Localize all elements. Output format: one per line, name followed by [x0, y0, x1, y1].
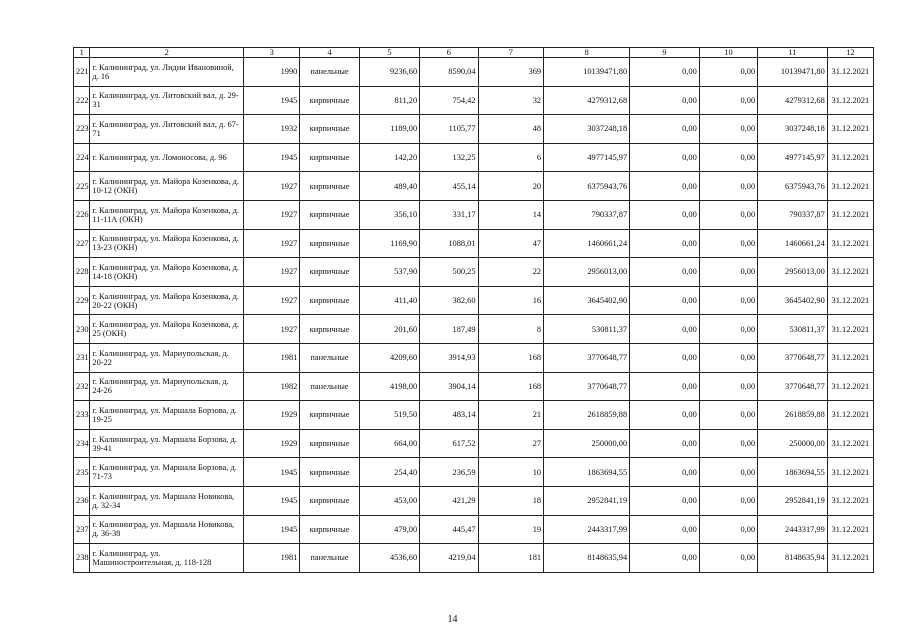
table-cell: 10139471,80: [758, 58, 828, 87]
table-cell: 31.12.2021: [827, 401, 873, 430]
table-cell: 31.12.2021: [827, 86, 873, 115]
table-cell: кирпичные: [300, 258, 359, 287]
table-cell: 0,00: [699, 86, 757, 115]
table-cell: 10139471,80: [544, 58, 630, 87]
table-cell: 1929: [244, 401, 300, 430]
table-cell: кирпичные: [300, 172, 359, 201]
table-cell: кирпичные: [300, 401, 359, 430]
address-cell: г. Калининград, ул. Маршала Новикова, д. 32-34: [90, 486, 244, 515]
address-cell: г. Калининград, ул. Мариупольская, д. 24-26: [90, 372, 244, 401]
column-header: 2: [90, 48, 244, 58]
document-sheet: [73, 47, 874, 573]
table-row: [74, 229, 874, 258]
table-cell: 754,42: [420, 86, 478, 115]
address-cell: г. Калининград, ул. Маршала Борзова, д. 39-41: [90, 429, 244, 458]
table-cell: 14: [478, 200, 544, 229]
table-cell: кирпичные: [300, 486, 359, 515]
table-cell: 0,00: [630, 372, 700, 401]
table-cell: 382,60: [420, 286, 478, 315]
table-cell: 1945: [244, 143, 300, 172]
table-cell: 1945: [244, 486, 300, 515]
table-cell: кирпичные: [300, 286, 359, 315]
table-row: [74, 429, 874, 458]
table-cell: 0,00: [699, 515, 757, 544]
table-cell: 3904,14: [420, 372, 478, 401]
table-cell: 221: [74, 58, 90, 87]
table-cell: 31.12.2021: [827, 544, 873, 573]
table-row: [74, 200, 874, 229]
table-cell: 4977145,97: [544, 143, 630, 172]
table-cell: 1945: [244, 515, 300, 544]
column-header: 9: [630, 48, 700, 58]
header-row: [74, 48, 874, 58]
table-cell: 331,17: [420, 200, 478, 229]
table-cell: 1105,77: [420, 115, 478, 144]
column-header: 4: [300, 48, 359, 58]
table-cell: 479,00: [359, 515, 419, 544]
address-cell: г. Калининград, ул. Лидии Ивановиной, д. 16: [90, 58, 244, 87]
address-cell: г. Калининград, ул. Литовский вал, д. 29-31: [90, 86, 244, 115]
table-cell: 31.12.2021: [827, 258, 873, 287]
table-cell: 483,14: [420, 401, 478, 430]
table-row: [74, 458, 874, 487]
table-cell: 236,59: [420, 458, 478, 487]
table-cell: 6375943,76: [758, 172, 828, 201]
table-cell: 0,00: [630, 544, 700, 573]
table-cell: 231: [74, 343, 90, 372]
table-cell: 4536,60: [359, 544, 419, 573]
table-cell: 1929: [244, 429, 300, 458]
table-cell: 222: [74, 86, 90, 115]
table-cell: 31.12.2021: [827, 58, 873, 87]
address-cell: г. Калининград, ул. Маршала Борзова, д. 71-73: [90, 458, 244, 487]
table-cell: 4279312,68: [758, 86, 828, 115]
table-cell: 48: [478, 115, 544, 144]
table-cell: 230: [74, 315, 90, 344]
table-cell: 8148635,94: [758, 544, 828, 573]
table-cell: 1169,90: [359, 229, 419, 258]
table-cell: панельные: [300, 343, 359, 372]
table-cell: 234: [74, 429, 90, 458]
table-cell: 1982: [244, 372, 300, 401]
table-cell: 1927: [244, 315, 300, 344]
table-cell: 1981: [244, 544, 300, 573]
column-header: 12: [827, 48, 873, 58]
table-cell: 0,00: [699, 401, 757, 430]
address-cell: г. Калининград, ул. Майора Козенкова, д. 11-11А (ОКН): [90, 200, 244, 229]
table-cell: 237: [74, 515, 90, 544]
table-row: [74, 86, 874, 115]
table-cell: 530811,37: [544, 315, 630, 344]
column-header: 10: [699, 48, 757, 58]
table-cell: 519,50: [359, 401, 419, 430]
table-cell: кирпичные: [300, 458, 359, 487]
column-header: 11: [758, 48, 828, 58]
table-cell: 1990: [244, 58, 300, 87]
table-cell: 31.12.2021: [827, 429, 873, 458]
table-cell: 0,00: [630, 258, 700, 287]
table-cell: панельные: [300, 544, 359, 573]
table-cell: 32: [478, 86, 544, 115]
table-cell: 0,00: [630, 486, 700, 515]
table-row: [74, 143, 874, 172]
table-cell: 1460661,24: [758, 229, 828, 258]
table-cell: 1088,01: [420, 229, 478, 258]
table-cell: 0,00: [630, 286, 700, 315]
table-cell: 254,40: [359, 458, 419, 487]
table-cell: кирпичные: [300, 115, 359, 144]
table-cell: 31.12.2021: [827, 315, 873, 344]
table-cell: 4209,60: [359, 343, 419, 372]
table-cell: 3037248,18: [758, 115, 828, 144]
table-cell: 1927: [244, 200, 300, 229]
table-cell: 226: [74, 200, 90, 229]
column-header: 6: [420, 48, 478, 58]
table-cell: 0,00: [630, 115, 700, 144]
table-cell: 2618859,88: [544, 401, 630, 430]
table-cell: 168: [478, 343, 544, 372]
table-cell: 20: [478, 172, 544, 201]
table-cell: 225: [74, 172, 90, 201]
table-cell: 411,40: [359, 286, 419, 315]
table-row: [74, 315, 874, 344]
table-cell: 31.12.2021: [827, 486, 873, 515]
table-cell: 2952841,19: [544, 486, 630, 515]
table-cell: 0,00: [630, 401, 700, 430]
table-cell: 0,00: [699, 315, 757, 344]
table-cell: 31.12.2021: [827, 372, 873, 401]
table-cell: кирпичные: [300, 515, 359, 544]
table-row: [74, 544, 874, 573]
table-row: [74, 258, 874, 287]
table-cell: 0,00: [630, 86, 700, 115]
table-cell: кирпичные: [300, 315, 359, 344]
address-cell: г. Калининград, ул. Майора Козенкова, д. 13-23 (ОКН): [90, 229, 244, 258]
table-cell: кирпичные: [300, 229, 359, 258]
address-cell: г. Калининград, ул. Маршала Борзова, д. 19-25: [90, 401, 244, 430]
table-cell: 9236,60: [359, 58, 419, 87]
table-cell: кирпичные: [300, 86, 359, 115]
table-cell: 250000,00: [758, 429, 828, 458]
address-cell: г. Калининград, ул. Маршала Новикова, д. 36-38: [90, 515, 244, 544]
table-cell: 2956013,00: [758, 258, 828, 287]
table-cell: 0,00: [699, 115, 757, 144]
table-cell: 356,10: [359, 200, 419, 229]
table-cell: 2443317,99: [758, 515, 828, 544]
table-body: [74, 58, 874, 573]
table-cell: 4198,00: [359, 372, 419, 401]
table-row: [74, 286, 874, 315]
table-cell: 235: [74, 458, 90, 487]
table-cell: 8: [478, 315, 544, 344]
table-cell: 1189,00: [359, 115, 419, 144]
column-header: 3: [244, 48, 300, 58]
table-cell: 0,00: [699, 200, 757, 229]
table-cell: 229: [74, 286, 90, 315]
table-cell: 0,00: [699, 229, 757, 258]
table-cell: 236: [74, 486, 90, 515]
table-cell: 0,00: [699, 58, 757, 87]
column-header: 7: [478, 48, 544, 58]
table-cell: 0,00: [699, 372, 757, 401]
table-cell: 0,00: [630, 143, 700, 172]
table-cell: 0,00: [699, 343, 757, 372]
column-header: 5: [359, 48, 419, 58]
table-cell: панельные: [300, 58, 359, 87]
table-cell: 1927: [244, 172, 300, 201]
table-cell: 27: [478, 429, 544, 458]
table-cell: 0,00: [630, 315, 700, 344]
table-cell: 1945: [244, 86, 300, 115]
table-cell: 232: [74, 372, 90, 401]
table-cell: 18: [478, 486, 544, 515]
table-row: [74, 372, 874, 401]
table-cell: 2443317,99: [544, 515, 630, 544]
table-cell: 0,00: [699, 258, 757, 287]
table-cell: 0,00: [699, 486, 757, 515]
table-cell: 250000,00: [544, 429, 630, 458]
table-cell: 3914,93: [420, 343, 478, 372]
table-cell: 455,14: [420, 172, 478, 201]
table-cell: 3770648,77: [758, 372, 828, 401]
table-cell: 4977145,97: [758, 143, 828, 172]
table-cell: 1927: [244, 258, 300, 287]
table-cell: панельные: [300, 372, 359, 401]
table-cell: 31.12.2021: [827, 229, 873, 258]
table-cell: 132,25: [420, 143, 478, 172]
table-cell: 22: [478, 258, 544, 287]
table-cell: 238: [74, 544, 90, 573]
table-cell: 3770648,77: [544, 343, 630, 372]
table-cell: кирпичные: [300, 143, 359, 172]
column-header: 8: [544, 48, 630, 58]
table-cell: 453,00: [359, 486, 419, 515]
table-cell: 16: [478, 286, 544, 315]
table-cell: 10: [478, 458, 544, 487]
table-cell: 0,00: [630, 172, 700, 201]
table-cell: 1945: [244, 458, 300, 487]
table-cell: 421,29: [420, 486, 478, 515]
table-cell: 31.12.2021: [827, 515, 873, 544]
table-row: [74, 172, 874, 201]
table-cell: 0,00: [630, 429, 700, 458]
table-cell: 530811,37: [758, 315, 828, 344]
table-cell: 1927: [244, 229, 300, 258]
table-cell: 223: [74, 115, 90, 144]
table-cell: 0,00: [630, 200, 700, 229]
address-cell: г. Калининград, ул. Майора Козенкова, д. 10-12 (ОКН): [90, 172, 244, 201]
table-cell: 31.12.2021: [827, 200, 873, 229]
table-cell: 47: [478, 229, 544, 258]
address-cell: г. Калининград, ул. Ломоносова, д. 96: [90, 143, 244, 172]
table-cell: 2956013,00: [544, 258, 630, 287]
table-cell: 617,52: [420, 429, 478, 458]
table-cell: 790337,87: [544, 200, 630, 229]
table-row: [74, 515, 874, 544]
address-cell: г. Калининград, ул. Мариупольская, д. 20-22: [90, 343, 244, 372]
table-cell: 445,47: [420, 515, 478, 544]
table-cell: 0,00: [699, 544, 757, 573]
table-row: [74, 58, 874, 87]
table-cell: 500,25: [420, 258, 478, 287]
table-cell: 168: [478, 372, 544, 401]
table-cell: 0,00: [630, 58, 700, 87]
table-cell: кирпичные: [300, 429, 359, 458]
table-row: [74, 401, 874, 430]
table-cell: 31.12.2021: [827, 286, 873, 315]
table-row: [74, 486, 874, 515]
table-cell: кирпичные: [300, 200, 359, 229]
table-cell: 1460661,24: [544, 229, 630, 258]
table-cell: 224: [74, 143, 90, 172]
table-cell: 664,00: [359, 429, 419, 458]
table-cell: 0,00: [699, 429, 757, 458]
table-cell: 2618859,88: [758, 401, 828, 430]
address-cell: г. Калининград, ул. Майора Козенкова, д. 14-18 (ОКН): [90, 258, 244, 287]
table-cell: 537,90: [359, 258, 419, 287]
table-cell: 31.12.2021: [827, 172, 873, 201]
table-cell: 31.12.2021: [827, 458, 873, 487]
table-cell: 8148635,94: [544, 544, 630, 573]
table-cell: 0,00: [699, 143, 757, 172]
address-cell: г. Калининград, ул. Литовский вал, д. 67-71: [90, 115, 244, 144]
table-cell: 31.12.2021: [827, 115, 873, 144]
table-cell: 2952841,19: [758, 486, 828, 515]
table-cell: 4219,04: [420, 544, 478, 573]
table-cell: 1932: [244, 115, 300, 144]
table-cell: 0,00: [630, 515, 700, 544]
table-cell: 187,49: [420, 315, 478, 344]
table-cell: 0,00: [699, 458, 757, 487]
table-row: [74, 115, 874, 144]
buildings-table: [73, 47, 874, 573]
table-cell: 142,20: [359, 143, 419, 172]
table-cell: 1863694,55: [544, 458, 630, 487]
address-cell: г. Калининград, ул. Машиностроительная, д. 118-128: [90, 544, 244, 573]
table-cell: 3645402,90: [758, 286, 828, 315]
table-row: [74, 343, 874, 372]
table-cell: 790337,87: [758, 200, 828, 229]
table-cell: 6: [478, 143, 544, 172]
table-cell: 31.12.2021: [827, 343, 873, 372]
page-number: 14: [447, 614, 458, 625]
table-cell: 233: [74, 401, 90, 430]
table-cell: 3770648,77: [758, 343, 828, 372]
table-cell: 19: [478, 515, 544, 544]
table-cell: 228: [74, 258, 90, 287]
table-cell: 369: [478, 58, 544, 87]
address-cell: г. Калининград, ул. Майора Козенкова, д. 20-22 (ОКН): [90, 286, 244, 315]
table-cell: 21: [478, 401, 544, 430]
table-cell: 227: [74, 229, 90, 258]
table-cell: 0,00: [699, 286, 757, 315]
table-cell: 3037248,18: [544, 115, 630, 144]
table-cell: 0,00: [699, 172, 757, 201]
column-header: 1: [74, 48, 90, 58]
table-cell: 3770648,77: [544, 372, 630, 401]
table-cell: 489,40: [359, 172, 419, 201]
table-cell: 4279312,68: [544, 86, 630, 115]
table-cell: 8590,04: [420, 58, 478, 87]
table-cell: 0,00: [630, 229, 700, 258]
table-cell: 0,00: [630, 458, 700, 487]
table-cell: 0,00: [630, 343, 700, 372]
table-cell: 201,60: [359, 315, 419, 344]
table-cell: 811,20: [359, 86, 419, 115]
table-cell: 3645402,90: [544, 286, 630, 315]
table-cell: 1927: [244, 286, 300, 315]
table-cell: 6375943,76: [544, 172, 630, 201]
table-cell: 1981: [244, 343, 300, 372]
address-cell: г. Калининград, ул. Майора Козенкова, д. 25 (ОКН): [90, 315, 244, 344]
table-cell: 1863694,55: [758, 458, 828, 487]
table-cell: 31.12.2021: [827, 143, 873, 172]
table-cell: 181: [478, 544, 544, 573]
